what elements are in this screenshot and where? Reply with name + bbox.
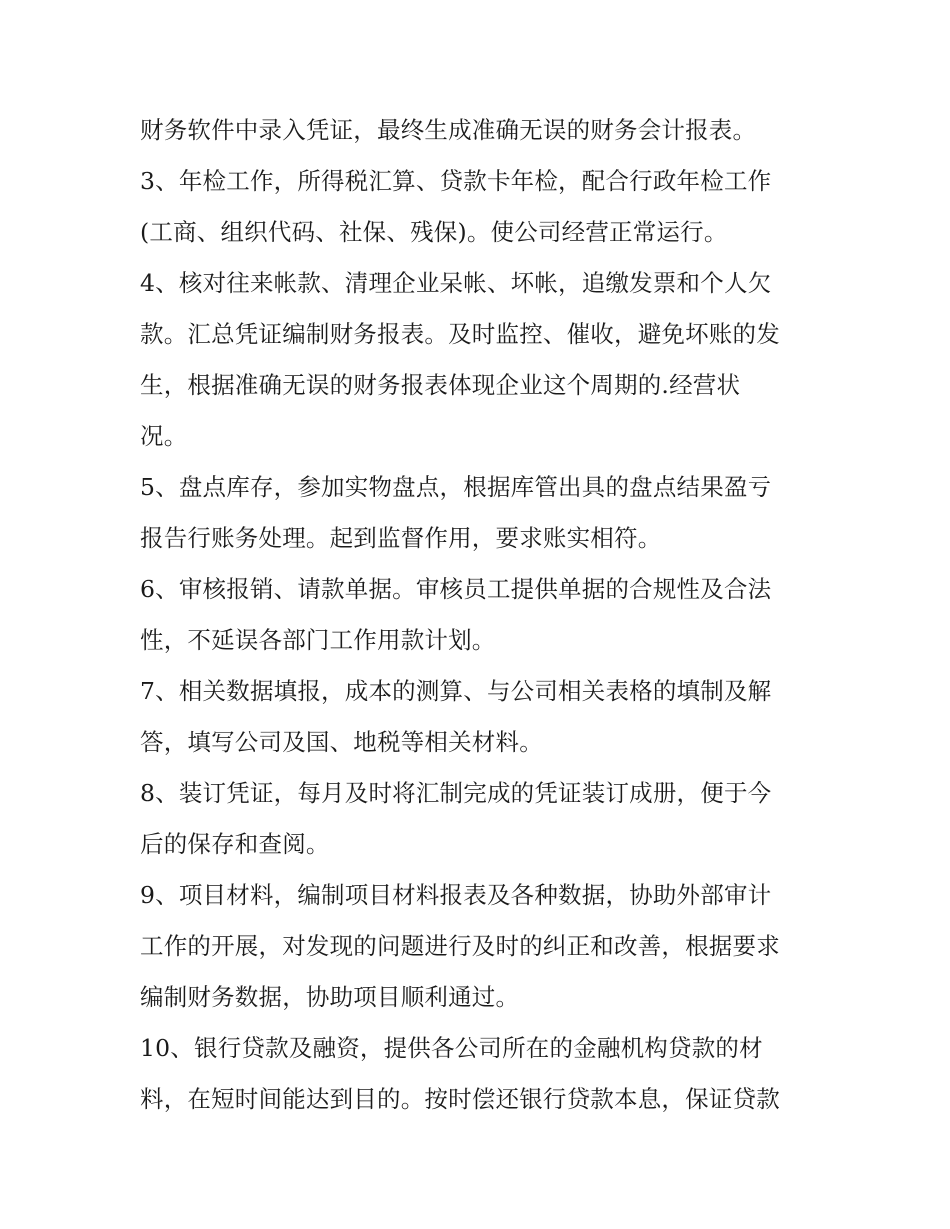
text-line: 编制财务数据，协助项目顺利通过。	[140, 983, 520, 1011]
text-line: 10、银行贷款及融资，提供各公司所在的金融机构贷款的材	[140, 1034, 763, 1062]
text-line: 7、相关数据填报，成本的测算、与公司相关表格的填制及解	[140, 677, 772, 705]
text-line: 报告行账务处理。起到监督作用，要求账实相符。	[140, 524, 662, 552]
text-line: 8、装订凭证，每月及时将汇制完成的凭证装订成册，便于今	[140, 779, 772, 807]
text-line: 况。	[140, 422, 188, 450]
text-line: 料，在短时间能达到目的。按时偿还银行贷款本息，保证贷款	[140, 1085, 780, 1113]
text-line: 9、项目材料，编制项目材料报表及各种数据，协助外部审计	[140, 881, 772, 909]
text-line: 答，填写公司及国、地税等相关材料。	[140, 728, 543, 756]
text-line: 财务软件中录入凭证，最终生成准确无误的财务会计报表。	[140, 116, 757, 144]
text-line: 性，不延误各部门工作用款计划。	[140, 626, 496, 654]
text-line: 后的保存和查阅。	[140, 830, 330, 858]
document-body	[140, 105, 820, 1125]
text-line: (工商、组织代码、社保、残保)。使公司经营正常运行。	[140, 218, 728, 246]
text-line: 5、盘点库存，参加实物盘点，根据库管出具的盘点结果盈亏	[140, 473, 772, 501]
text-line: 6、审核报销、请款单据。审核员工提供单据的合规性及合法	[140, 575, 772, 603]
text-line: 款。汇总凭证编制财务报表。及时监控、催收，避免坏账的发	[140, 320, 780, 348]
text-line: 生，根据准确无误的财务报表体现企业这个周期的.经营状	[140, 371, 741, 399]
text-line: 4、核对往来帐款、清理企业呆帐、坏帐，追缴发票和个人欠	[140, 269, 772, 297]
text-line: 工作的开展，对发现的问题进行及时的纠正和改善，根据要求	[140, 932, 780, 960]
text-line: 3、年检工作，所得税汇算、贷款卡年检，配合行政年检工作	[140, 167, 772, 195]
